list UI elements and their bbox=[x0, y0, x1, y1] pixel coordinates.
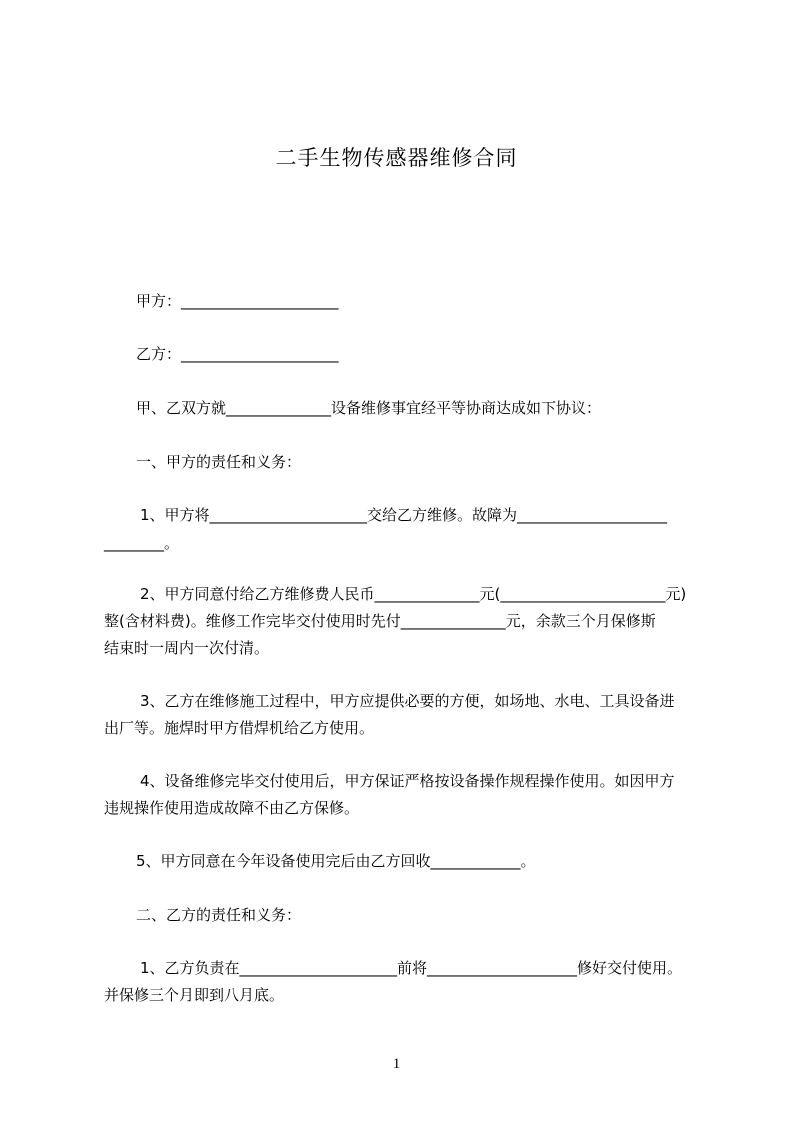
section-1-heading: 一、甲方的责任和义务： bbox=[136, 453, 302, 471]
s1-item1-line2: ________。 bbox=[104, 534, 180, 552]
s1-item3-line1: 3、乙方在维修施工过程中，甲方应提供必要的方便，如场地、水电、工具设备进 bbox=[140, 692, 675, 710]
s1-item5: 5、甲方同意在今年设备使用完后由乙方回收____________。 bbox=[136, 852, 536, 870]
party-a-line: 甲方：_____________________ bbox=[136, 292, 339, 310]
page-number: 1 bbox=[392, 1056, 401, 1072]
s1-item2-line1: 2、甲方同意付给乙方维修费人民币______________元(______________________元) bbox=[140, 585, 687, 603]
s1-item4-line1: 4、设备维修完毕交付使用后，甲方保证严格按设备操作规程操作使用。如因甲方 bbox=[140, 772, 675, 790]
document-title: 二手生物传感器维修合同 bbox=[275, 146, 518, 170]
s1-item2-line3: 结束时一周内一次付清。 bbox=[104, 639, 270, 657]
s1-item3-line2: 出厂等。施焊时甲方借焊机给乙方使用。 bbox=[104, 719, 375, 737]
s1-item4-line2: 违规操作使用造成故障不由乙方保修。 bbox=[104, 799, 360, 817]
party-b-line: 乙方：_____________________ bbox=[136, 345, 339, 363]
s2-item1-line1: 1、乙方负责在_____________________前将____________________修好交付使用。 bbox=[140, 959, 683, 977]
s1-item1-line1: 1、甲方将_____________________交给乙方维修。故障为____________________ bbox=[140, 506, 668, 524]
s1-item2-line2: 整(含材料费)。维修工作完毕交付使用时先付______________元，余款三个月保修斯 bbox=[104, 612, 656, 630]
section-2-heading: 二、乙方的责任和义务： bbox=[136, 906, 302, 924]
s2-item1-line2: 并保修三个月即到八月底。 bbox=[104, 986, 285, 1004]
intro-paragraph: 甲、乙双方就______________设备维修事宜经平等协商达成如下协议： bbox=[136, 399, 602, 417]
